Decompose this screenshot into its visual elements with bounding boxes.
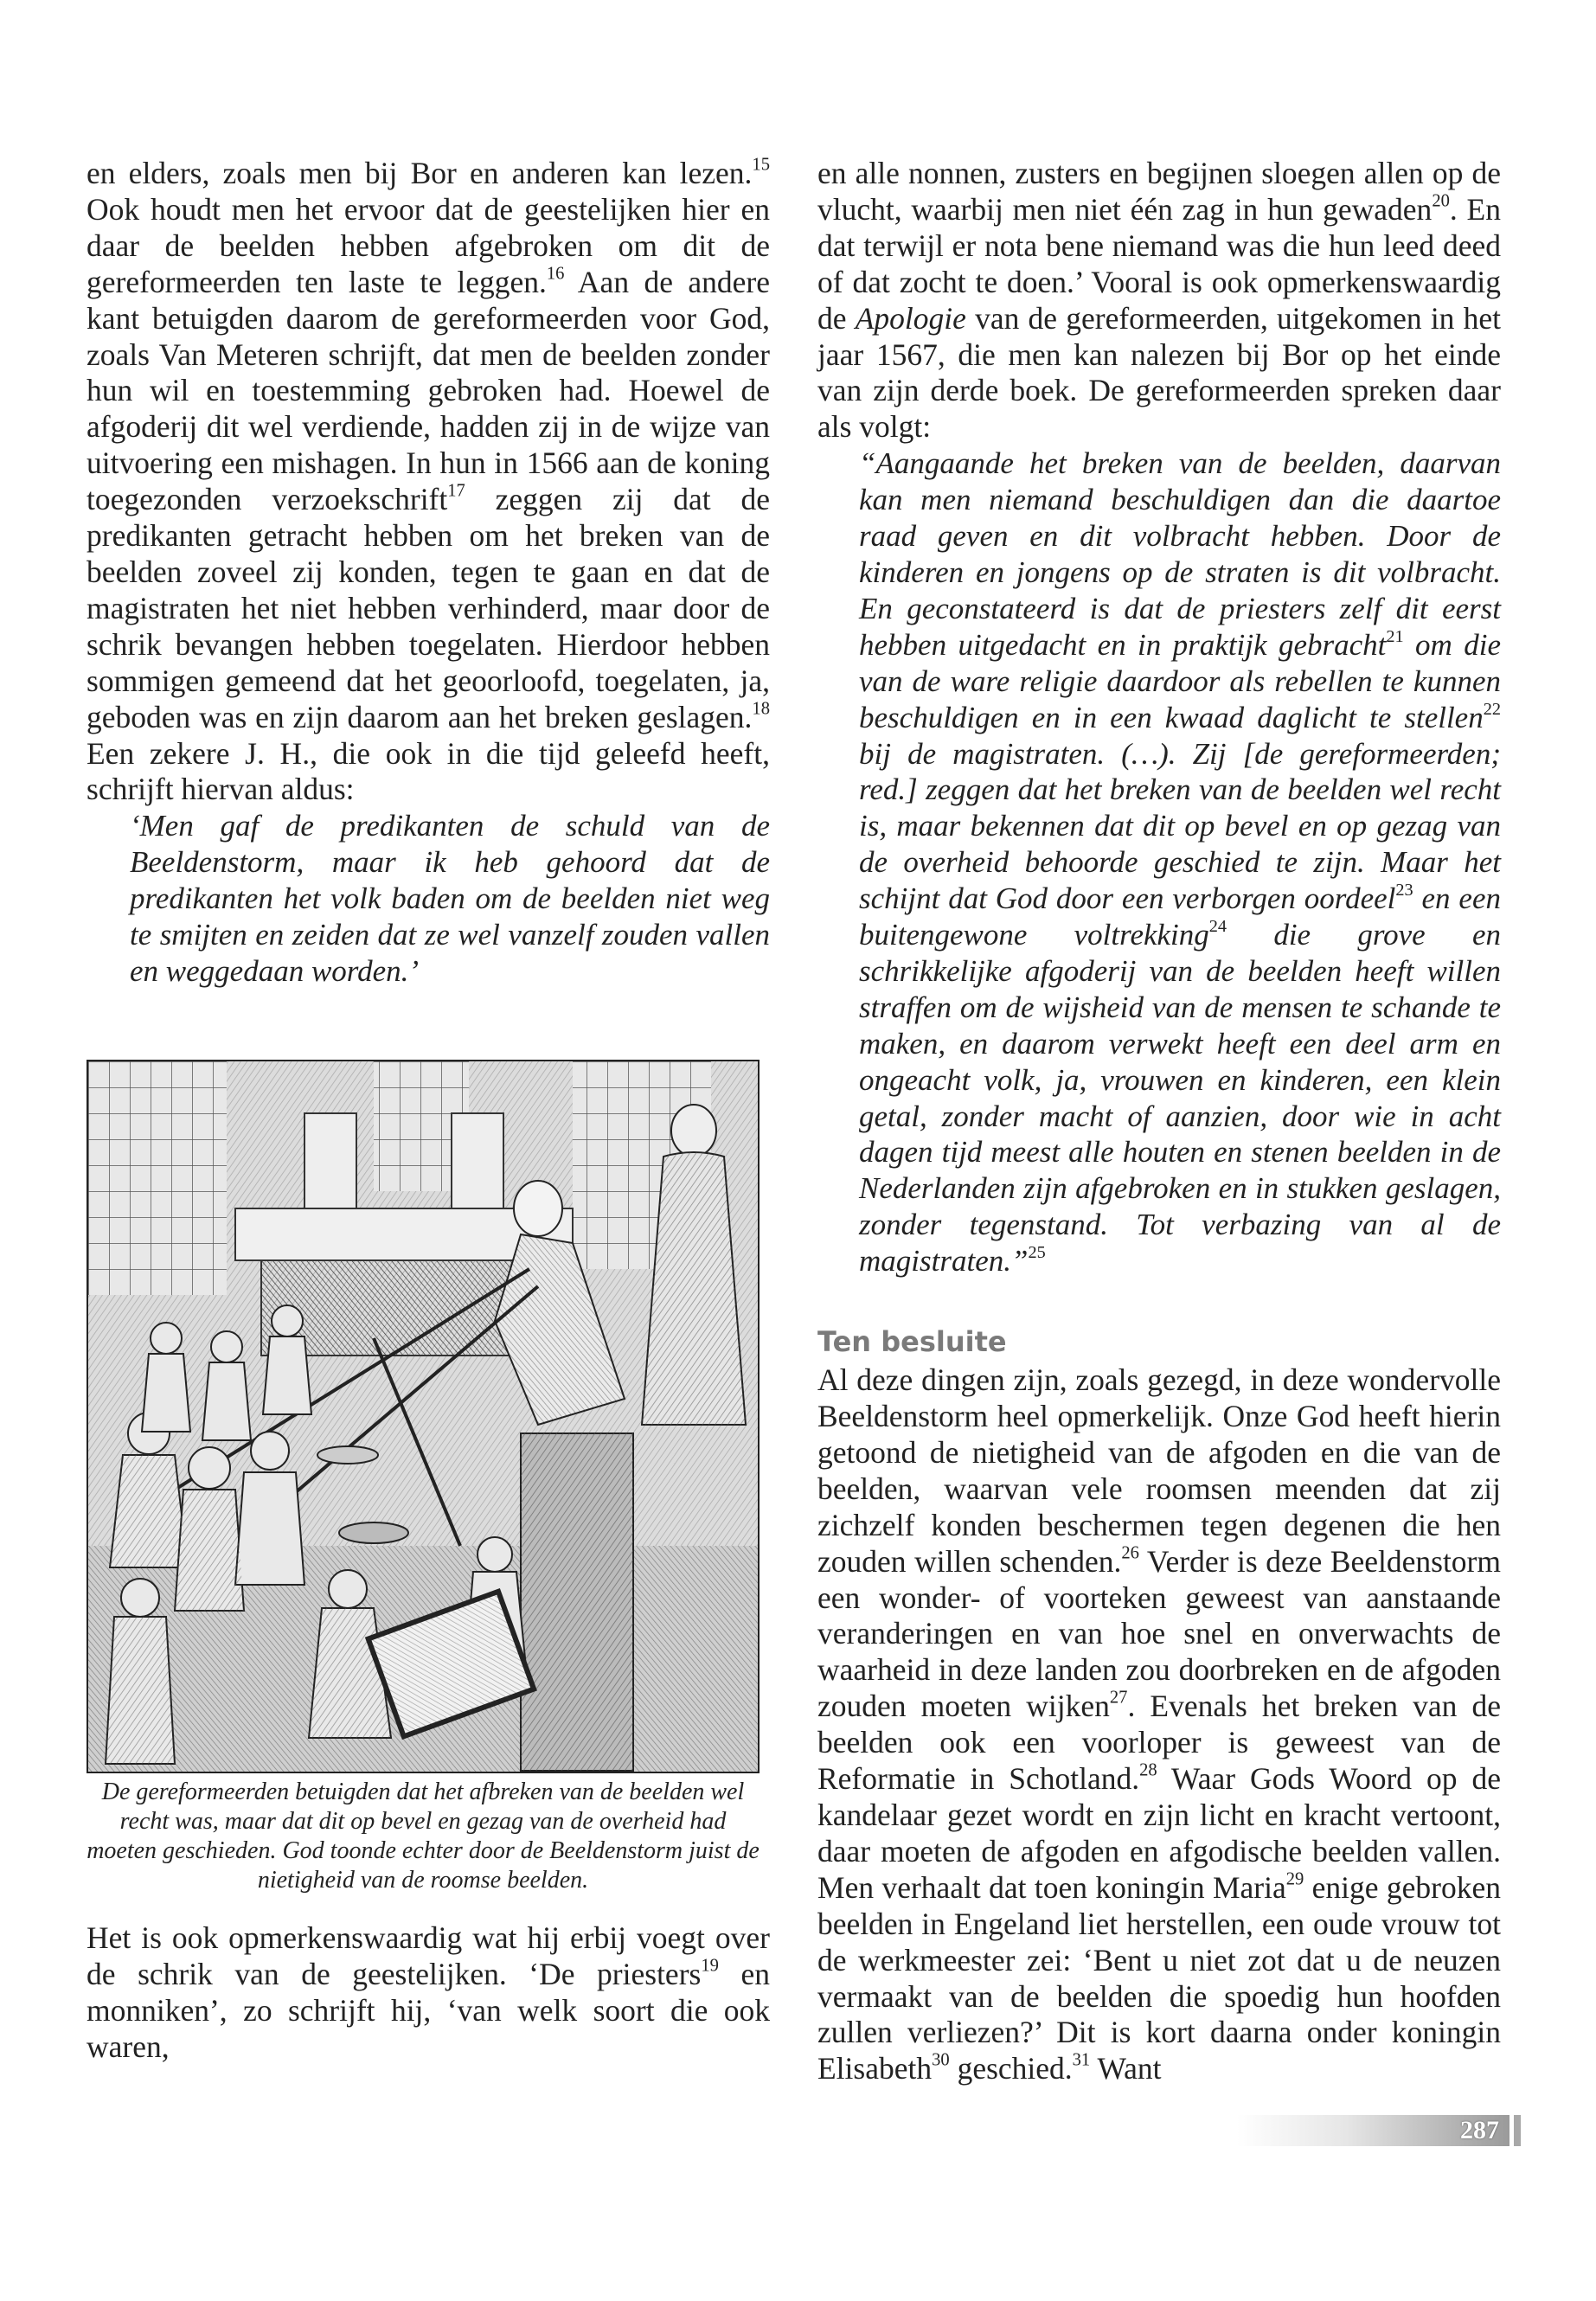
paragraph: Het is ook opmerkenswaardig wat hij erbij voegt over de schrik van de geestelijken. ‘De priesters$^{19}$ en monniken’, zo schrijft hij, ‘van welk soort die ook waren,: [87, 1920, 770, 2064]
paragraph: en alle nonnen, zusters en begijnen sloegen allen op de vlucht, waarbij men niet één zag in hun gewaden$^{20}$. En dat terwijl er nota bene niemand was die hun leed deed of dat zocht te doen.’ Vooral is ook opmerkenswaardig de Apologie van de gereformeerden, uitgekomen in het jaar 1567, die men kan nalezen bij Bor op het einde van zijn derde boek. De gereformeerden spreken daar als volgt:: [817, 156, 1502, 445]
footnote-ref[interactable]: 18: [752, 699, 770, 719]
spacer: [817, 1279, 1501, 1324]
footnote-ref[interactable]: 31: [1072, 2050, 1091, 2070]
block-quote: ‘Men gaf de predikanten de schuld van de Beeldenstorm, maar ik heb gehoord dat de predikanten het volk baden om de beelden niet weg te smijten en zeiden dat ze wel vanzelf zouden vallen en weggedaan worden.’: [130, 809, 770, 988]
footnote-ref[interactable]: 28: [1139, 1760, 1157, 1780]
engraving-illustration: [87, 1060, 760, 1773]
section-heading: Ten besluite: [817, 1325, 1007, 1359]
right-column: [817, 156, 1501, 2087]
left-column: [87, 156, 770, 990]
footnote-ref[interactable]: 15: [752, 155, 770, 175]
footnote-ref[interactable]: 27: [1109, 1688, 1128, 1708]
page-number: 287: [1460, 2116, 1499, 2144]
figure-caption: De gereformeerden betuigden dat het afbreken van de beelden wel recht was, maar dat dit op bevel en gezag van de overheid had moeten geschieden. God toonde echter door de Beeldenstorm juist de nietigheid van de roomse beelden.: [87, 1779, 760, 1894]
footnote-ref[interactable]: 20: [1432, 191, 1450, 211]
page-tick-mark: [1514, 2115, 1521, 2146]
left-column-bottom: [87, 1920, 770, 2066]
footnote-ref[interactable]: 17: [447, 481, 465, 501]
block-quote: “Aangaande het breken van de beelden, daarvan kan men niemand beschuldigen dan die daartoe raad geven en dit volbracht hebben. Door de kinderen en jongens op de straten is dit volbracht. En geconstateerd is dat de priesters zelf dit eerst hebben uitgedacht en in praktijk gebracht$^{21}$ om die van de ware religie daardoor als rebellen te kunnen beschuldigen en in een kwaad daglicht te stellen$^{22}$ bij de magistraten. (…). Zij [de gereformeerden; red.] zeggen dat het breken van de beelden wel recht is, maar bekennen dat dit op bevel en op gezag van de overheid behoorde geschied te zijn. Maar het schijnt dat God door een verborgen oordeel$^{23}$ en een buitengewone voltrekking$^{24}$ die grove en schrikkelijke afgoderij van de beelden heeft willen straffen om de wijsheid van de mensen te schande te maken, en daarom verwekt heeft een deel arm en ongeacht volk, ja, vrouwen en kinderen, een klein getal, zonder macht of aanzien, door wie in acht dagen tijd meest alle houten en stenen beelden in de Nederlanden zijn afgebroken en in stukken geslagen, zonder tegenstand. Tot verbazing van al de magistraten.”$^{25}$: [859, 446, 1501, 1279]
footnote-ref[interactable]: 16: [546, 264, 565, 284]
footnote-ref[interactable]: 30: [932, 2050, 950, 2070]
paragraph: Al deze dingen zijn, zoals gezegd, in deze wondervolle Beeldenstorm heel opmerkelijk. Onze God heeft hierin getoond de nietigheid van de afgoden en die van de beelden, waarvan vele roomsen meenden dat zij zichzelf konden beschermen tegen degenen die hen zouden willen schenden.$^{26}$ Verder is deze Beeldenstorm een wonder- of voorteken geweest van aanstaande veranderingen en van hoe snel en onverwachts de waarheid in deze landen zou doorbreken en de afgoden zouden moeten wijken$^{27}$. Evenals het breken van de beelden ook een voorloper is geweest van de Reformatie in Schotland.$^{28}$ Waar Gods Woord op de kandelaar gezet wordt en zijn licht en kracht vertoont, daar moeten de afgoden en afgodische beelden vallen. Men verhaalt dat toen koningin Maria$^{29}$ enige gebroken beelden in Engeland liet herstellen, een oude vrouw tot de werkmeester zei: ‘Bent u niet zot dat u de neuzen vermaakt van de beelden die spoedig hun hoofden zullen verliezen?’ Dit is kort daarna onder koningin Elisabeth$^{30}$ geschied.$^{31}$ Want: [817, 1362, 1501, 2086]
footnote-ref[interactable]: 19: [701, 1956, 719, 1976]
page-number-bar: [1237, 2115, 1509, 2146]
footnote-ref[interactable]: 23: [1395, 880, 1413, 900]
footnote-ref[interactable]: 25: [1028, 1242, 1046, 1262]
footnote-ref[interactable]: 26: [1121, 1543, 1139, 1563]
book-title: Apologie: [855, 300, 966, 336]
footnote-ref[interactable]: 24: [1208, 916, 1227, 936]
paragraph: en elders, zoals men bij Bor en anderen kan lezen.$^{15}$ Ook houdt men het ervoor dat de geestelijken hier en daar de beelden hebben afgebroken om dit de gereformeerden ten laste te leggen.$^{16}$ Aan de andere kant betuigden daarom de gereformeerden voor God, zoals Van Meteren schrijft, dat men de beelden zonder hun wil en toestemming gebroken had. Hoewel de afgoderij dit wel verdiende, hadden zij in de wijze van uitvoering een mishagen. In hun in 1566 aan de koning toegezonden verzoekschrift$^{17}$ zeggen zij dat de predikanten getracht hebben om het breken van de beelden zoveel zij konden, tegen te gaan en dat de magistraten het niet hebben verhinderd, maar door de schrik bevangen hebben toegelaten. Hierdoor hebben sommigen gemeend dat het geoorloofd, toegelaten, ja, geboden was en zijn daarom aan het breken geslagen.$^{18}$ Een zekere J. H., die ook in die tijd geleefd heeft, schrijft hiervan aldus:: [87, 155, 770, 807]
iconoclasm-engraving: [88, 1061, 758, 1772]
footnote-ref[interactable]: 22: [1483, 699, 1501, 719]
footnote-ref[interactable]: 21: [1386, 626, 1404, 646]
footnote-ref[interactable]: 29: [1285, 1869, 1304, 1889]
